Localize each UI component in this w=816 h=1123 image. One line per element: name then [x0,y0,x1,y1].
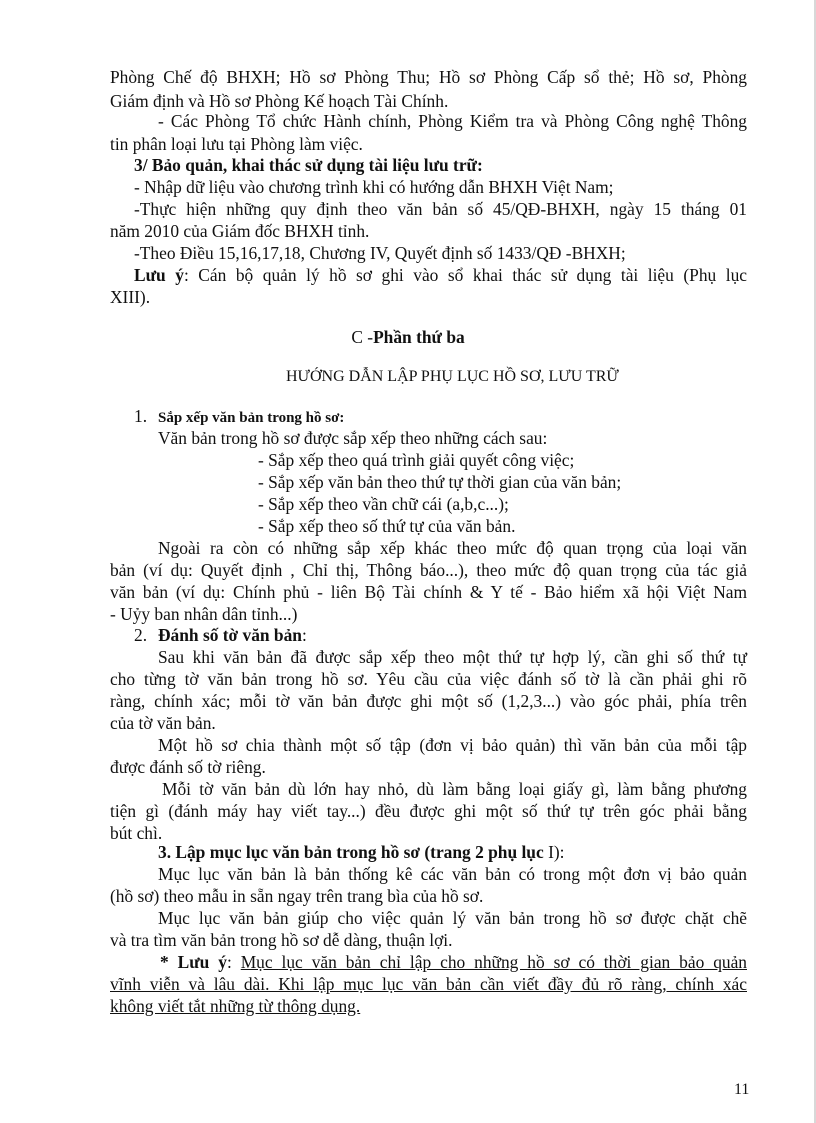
text-segment: I): [548,842,565,862]
text-segment: Ngoài ra còn có những sắp xếp khác theo mức độ quan trọng của loại văn [158,538,747,558]
text-line [158,646,747,668]
text-line [158,907,747,929]
text-line [110,66,747,88]
text-line [134,176,614,198]
text-segment: (hồ sơ) theo mẫu in sẵn ngay trên trang bìa của hồ sơ. [110,886,484,906]
text-segment: vĩnh viễn và lâu dài. Khi lập mục lục văn bản cần viết đầy đủ rõ ràng, chính xác [110,974,747,994]
text-line [158,427,547,449]
text-segment: tin phân loại lưu tại Phòng làm việc. [110,134,363,154]
part-title [286,366,619,388]
text-line [110,690,747,712]
text-segment: Mục lục văn bản chỉ lập cho những hồ sơ có thời gian bảo quản [240,952,747,972]
text-segment: : [226,952,241,972]
text-line [110,220,369,242]
text-segment: Giám định và Hồ sơ Phòng Kế hoạch Tài Chính. [110,91,449,111]
text-line [134,198,747,220]
text-segment: không viết tắt những từ thông dụng. [110,996,361,1016]
text-line [134,242,626,264]
list-item-number [134,405,147,427]
text-segment: - Sắp xếp theo vần chữ cái (a,b,c...); [258,494,509,514]
text-line [110,756,266,778]
text-segment: Mỗi tờ văn bản dù lớn hay nhỏ, dù làm bằng loại giấy gì, làm bằng phương [162,779,747,799]
text-segment: -Thực hiện những quy định theo văn bản số 45/QĐ-BHXH, ngày 15 tháng 01 [134,199,747,219]
text-segment: 2. [134,625,148,645]
text-segment: HƯỚNG DẪN LẬP PHỤ LỤC HỒ SƠ, LƯU TRỮ [286,368,619,385]
text-segment: - Uỷy ban nhân dân tỉnh...) [110,604,298,624]
text-line [110,668,747,690]
text-segment: ràng, chính xác; mỗi tờ văn bản được ghi một số (1,2,3...) vào góc phải, phía trên [110,691,747,711]
text-segment: : [301,625,307,645]
text-line [110,800,747,822]
text-segment: C - [351,327,374,347]
text-line [110,286,150,308]
section-heading [134,154,483,176]
list-item-heading [158,624,307,646]
text-line [110,822,162,844]
text-line [110,712,216,734]
bullet-line [258,515,515,537]
text-segment: Mục lục văn bản là bản thống kê các văn bản có trong một đơn vị bảo quản [158,864,747,884]
text-line [158,110,747,132]
text-line [158,537,747,559]
text-segment: bản (ví dụ: Quyết định , Chỉ thị, Thông báo...), theo mức độ quan trọng của tác giả [110,560,747,580]
text-line [162,778,747,800]
text-segment: Sắp xếp văn bản trong hồ sơ: [158,410,345,426]
text-segment: được đánh số tờ riêng. [110,757,266,777]
text-segment: Phần thứ ba [373,327,465,347]
text-segment: Một hồ sơ chia thành một số tập (đơn vị bảo quản) thì văn bản của mỗi tập [158,735,747,755]
list-item-number [134,624,147,646]
text-segment: và tra tìm văn bản trong hồ sơ dễ dàng, thuận lợi. [110,930,453,950]
section-heading [158,841,564,863]
bullet-line [258,449,574,471]
text-line [110,90,448,112]
text-segment: : Cán bộ quản lý hồ sơ ghi vào sổ khai thác sử dụng tài liệu (Phụ lục [183,265,747,285]
page-number: 11 [734,1081,750,1098]
note-line [110,973,747,995]
text-line [110,603,297,625]
text-segment: của tờ văn bản. [110,713,216,733]
text-segment: - Sắp xếp văn bản theo thứ tự thời gian của văn bản; [258,472,622,492]
text-line [158,863,747,885]
text-segment: Lưu ý [134,265,184,285]
text-segment: Phòng Chế độ BHXH; Hồ sơ Phòng Thu; Hồ sơ Phòng Cấp sổ thẻ; Hồ sơ, Phòng [110,67,747,87]
text-segment: XIII). [110,287,151,307]
text-segment: - Sắp xếp theo số thứ tự của văn bản. [258,516,516,536]
bullet-line [258,493,509,515]
text-segment: - Sắp xếp theo quá trình giải quyết công việc; [258,450,575,470]
text-line [110,929,452,951]
text-segment: * Lưu ý [160,952,227,972]
text-segment: Văn bản trong hồ sơ được sắp xếp theo những cách sau: [158,428,548,448]
text-segment: văn bản (ví dụ: Chính phủ - liên Bộ Tài chính & Y tế - Bảo hiểm xã hội Việt Nam [110,582,747,602]
text-segment: - Các Phòng Tổ chức Hành chính, Phòng Kiểm tra và Phòng Công nghệ Thông [158,111,747,131]
text-segment: 1. [134,406,148,426]
part-heading [0,326,816,348]
text-line [110,559,747,581]
note-line [160,951,747,973]
text-line [158,734,747,756]
text-segment: bút chì. [110,823,163,843]
text-segment: Đánh số tờ văn bản [158,625,302,645]
text-segment: -Theo Điều 15,16,17,18, Chương IV, Quyết định số 1433/QĐ -BHXH; [134,243,626,263]
list-item-heading [158,405,344,429]
text-line [110,133,363,155]
text-line [110,581,747,603]
note-line [110,995,360,1017]
text-segment: tiện gì (đánh máy hay viết tay...) đều được ghi một số thứ tự trên góc phải bằng [110,801,747,821]
bullet-line [258,471,621,493]
text-segment: cho từng tờ văn bản trong hồ sơ. Yêu cầu của việc đánh số tờ là cần phải ghi rõ [110,669,747,689]
text-segment: - Nhập dữ liệu vào chương trình khi có hướng dẫn BHXH Việt Nam; [134,177,614,197]
text-segment: năm 2010 của Giám đốc BHXH tỉnh. [110,221,370,241]
text-segment: 3. Lập mục lục văn bản trong hồ sơ (trang 2 phụ lục [158,842,549,862]
text-segment: Mục lục văn bản giúp cho việc quản lý văn bản trong hồ sơ được chặt chẽ [158,908,747,928]
text-segment: Sau khi văn bản đã được sắp xếp theo một thứ tự hợp lý, cần ghi số thứ tự [158,647,747,667]
text-segment: 3/ Bảo quản, khai thác sử dụng tài liệu lưu trữ: [134,155,483,175]
text-line [134,264,747,286]
text-line [110,885,483,907]
